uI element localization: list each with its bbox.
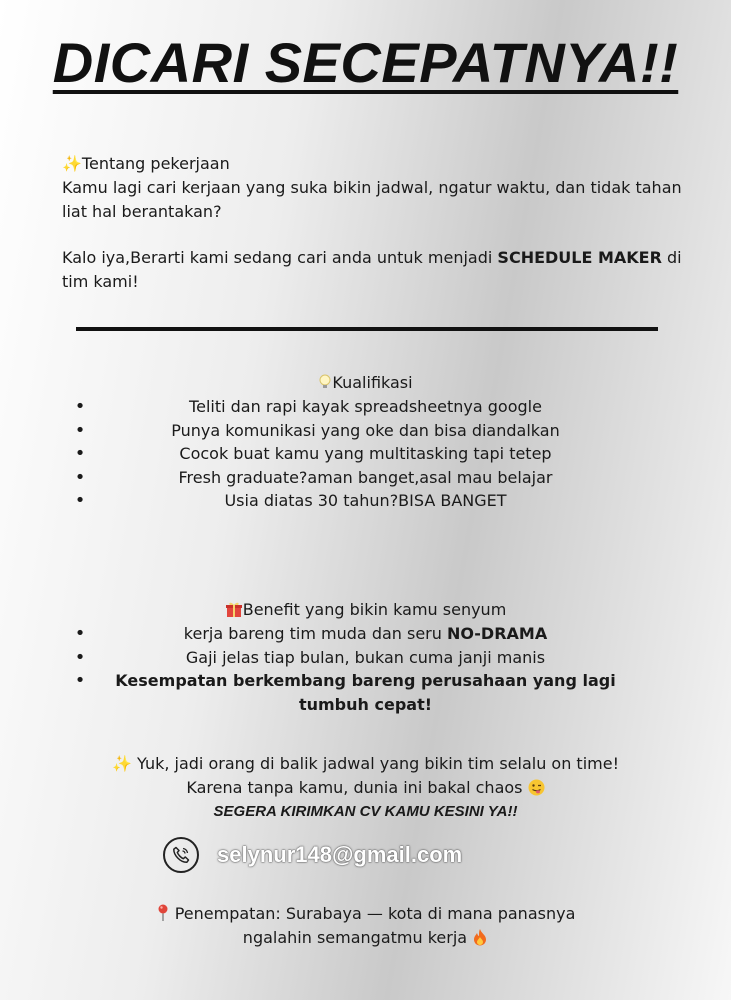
phone-icon xyxy=(163,837,199,873)
about-heading-text: Tentang pekerjaan xyxy=(81,154,230,173)
location-line-1: Penempatan: Surabaya — kota di mana panasnya xyxy=(0,902,731,926)
list-item: • Usia diatas 30 tahun?BISA BANGET xyxy=(74,490,507,511)
role-name: SCHEDULE MAKER xyxy=(497,248,662,267)
benefits-list xyxy=(0,622,731,716)
page-title: DICARI SECEPATNYA!! xyxy=(52,31,679,94)
about-intro: Kamu lagi cari kerjaan yang suka bikin jadwal, ngatur waktu, dan tidak tahan liat hal berantakan? xyxy=(62,178,682,221)
benefits-heading xyxy=(0,598,731,622)
bullet-icon: • xyxy=(74,646,86,668)
email-link[interactable]: selynur148@gmail.com xyxy=(217,842,463,867)
closing-line-2: Karena tanpa kamu, dunia ini bakal chaos xyxy=(0,776,731,800)
bullet-icon: • xyxy=(74,670,86,691)
list-item: • kerja bareng tim muda dan seru NO-DRAMA xyxy=(74,623,548,644)
sparkles-icon: ✨ xyxy=(62,154,82,173)
sparkles-icon: ✨ xyxy=(111,754,132,773)
map-pin-icon xyxy=(156,904,170,922)
qualifications-heading-text: Kualifikasi xyxy=(332,373,413,392)
about-heading xyxy=(62,152,682,176)
list-item: • Punya komunikasi yang oke dan bisa diandalkan xyxy=(74,419,560,441)
location-line-2: ngalahin semangatmu kerja xyxy=(0,926,731,950)
list-item: • Cocok buat kamu yang multitasking tapi tetep xyxy=(74,443,552,464)
list-item: • Fresh graduate?aman banget,asal mau belajar xyxy=(74,466,553,488)
list-item: • Gaji jelas tiap bulan, bukan cuma janji manis xyxy=(74,646,546,668)
list-item: • Kesempatan berkembang bareng perusahaan yang lagi tumbuh cepat! xyxy=(74,670,616,714)
qualifications-list xyxy=(0,395,731,513)
location-section xyxy=(0,902,731,950)
cta-text: SEGERA KIRIMKAN CV KAMU KESINI YA!! xyxy=(213,803,518,820)
bullet-icon: • xyxy=(74,466,86,488)
benefits-heading-text: Benefit yang bikin kamu senyum xyxy=(242,600,507,619)
list-item: • Teliti dan rapi kayak spreadsheetnya google xyxy=(74,396,542,417)
about-offer-suffix: di tim kami! xyxy=(62,248,682,291)
bullet-icon: • xyxy=(74,419,86,441)
bullet-icon: • xyxy=(74,490,86,511)
divider xyxy=(76,327,658,331)
bullet-icon: • xyxy=(74,443,86,464)
bullet-icon: • xyxy=(74,396,86,417)
fire-icon xyxy=(472,928,488,946)
about-offer xyxy=(62,246,682,294)
contact-row[interactable] xyxy=(163,835,462,875)
closing-line-1: ✨ Yuk, jadi orang di balik jadwal yang bikin tim selalu on time! xyxy=(0,752,731,776)
benefits-section xyxy=(0,598,731,716)
qualifications-heading xyxy=(0,371,731,395)
qualifications-section xyxy=(0,371,731,513)
bullet-icon: • xyxy=(74,623,86,644)
closing-section xyxy=(0,752,731,824)
lightbulb-icon xyxy=(318,374,332,390)
gift-icon xyxy=(225,601,243,618)
winking-tongue-emoji-icon xyxy=(528,779,545,796)
about-section xyxy=(62,152,682,294)
about-offer-prefix: Kalo iya,Berarti kami sedang cari anda untuk menjadi xyxy=(62,248,498,267)
